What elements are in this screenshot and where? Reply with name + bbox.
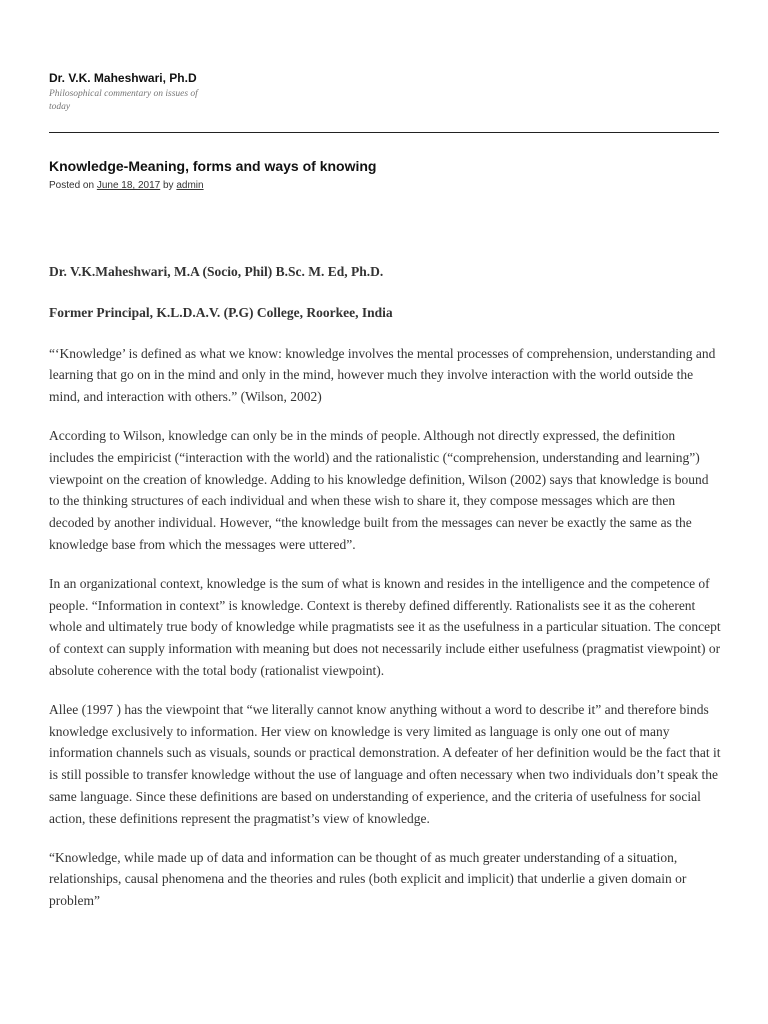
entry-meta [49, 180, 204, 191]
paragraph: “Knowledge, while made up of data and information can be thought of as much greater understanding of a situation, relationships, causal phenomena and the theories and rules (both explicit and implicit) that underlie a given domain or problem” [49, 849, 687, 909]
paragraph: “‘Knowledge’ is defined as what we know: knowledge involves the mental processes of comprehension, understanding and learning that go on in the mind and only in the mind, however much they involve interaction with the world outside the mind, and interaction with others.” (Wilson, 2002) [49, 345, 716, 405]
paragraph: Allee (1997 ) has the viewpoint that “we literally cannot know anything without a word to describe it” and therefore binds knowledge exclusively to information. Her view on knowledge is very limited as language is only one out of many information channels such as visuals, sounds or practical demonstration. A defeater of her definition would be the fact that it is still possible to transfer knowledge without the use of language and often necessary when two individuals don’t speak the same language. Since these definitions are based on understanding of experience, and the criteria of usefulness for social action, these definitions represent the pragmatist’s view of knowledge. [49, 701, 721, 826]
site-title[interactable]: Dr. V.K. Maheshwari, Ph.D [49, 71, 197, 85]
by-label: by [163, 180, 174, 191]
site-description: Philosophical commentary on issues of today [49, 89, 198, 112]
paragraph: According to Wilson, knowledge can only be in the minds of people. Although not directly expressed, the definition includes the empiricist (“interaction with the world) and the rationalistic (“comprehension, understanding and learning”) viewpoint on the creation of knowledge. Adding to his knowledge definition, Wilson (2002) says that knowledge is bound to the thinking structures of each individual and when these wish to share it, they compose messages which are then decoded by another individual. However, “the knowledge built from the messages can never be exactly the same as the knowledge base from which the messages were uttered”. [49, 427, 709, 552]
author-credentials: Dr. V.K.Maheshwari, M.A (Socio, Phil) B.Sc. M. Ed, Ph.D. [49, 264, 384, 279]
author-position: Former Principal, K.L.D.A.V. (P.G) College, Roorkee, India [49, 304, 393, 320]
header-divider [49, 132, 719, 133]
entry-content [49, 261, 721, 929]
paragraph: In an organizational context, knowledge is the sum of what is known and resides in the intelligence and the competence of people. “Information in context” is knowledge. Context is thereby defined differently. Rationalists see it as the coherent whole and ultimately true body of knowledge while pragmatists see it as the usefulness in a particular situation. The concept of context can supply information with meaning but does not necessarily include either usefulness (pragmatist viewpoint) or absolute coherence with the total body (rationalist viewpoint). [49, 575, 721, 678]
author-link[interactable]: admin [176, 180, 204, 191]
entry-title: Knowledge-Meaning, forms and ways of knowing [49, 158, 377, 174]
site-header [49, 71, 719, 114]
post-date-link[interactable]: June 18, 2017 [96, 180, 161, 191]
posted-on-label: Posted on [49, 180, 95, 191]
